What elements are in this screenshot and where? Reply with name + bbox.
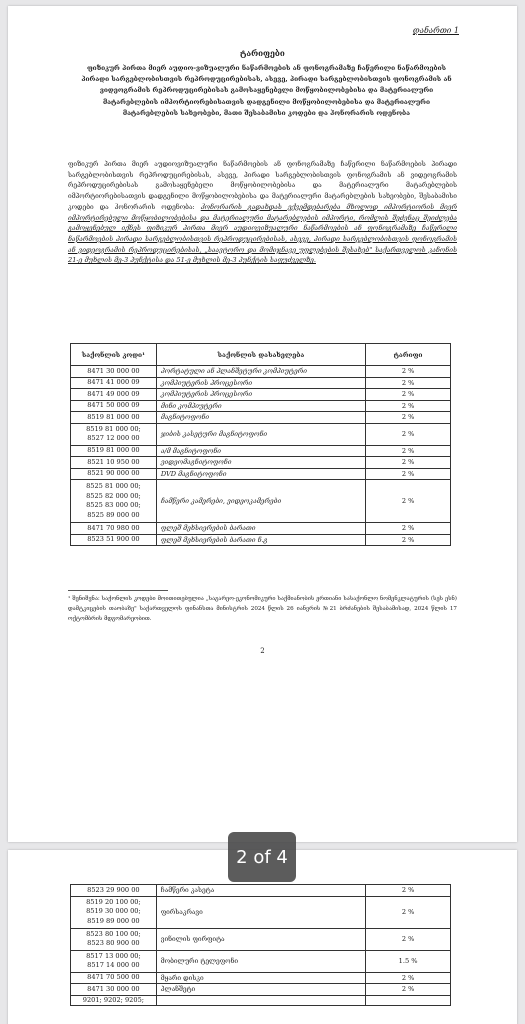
table-row [71,480,451,523]
cell-rate: 2 % [366,423,451,445]
cell-code: 8471 70 500 00 [71,972,157,984]
cell-rate: 2 % [366,445,451,457]
intro-paragraph [68,159,457,266]
cell-code: 8471 49 000 09 [71,389,157,401]
cell-code: 8471 30 000 00 [71,984,157,996]
cell-code: 8519 20 100 00; 8519 30 000 00; 8519 89 000 00 [71,896,157,928]
table-row-partial [71,995,451,1006]
cell-desc: ფლეშ მეხსიერების ბარათი ნ.გ [156,534,365,546]
cell-rate: 2 % [366,366,451,378]
intro-text: ფიზიკურ პირთა მიერ აუდიოვიზუალური ნაწარმოების ან ფონოგრამაზე ჩაწერილი ნაწარმოების პირადი სარგებლობისთვის რეპროდუცირებისას, ასევე, პირადი სარგებლობისთვის ფონოგრამის ან ვიდეოგრამის რეპროდუცირებისას გამოსაყენებელი მოწყობილობებისა და მატერიალური მატარებლების იმპორტიორებისათვის დადგენილი მოწყობილობებისა და მატერიალური მატარებლების სახეობები, შესაბამისი კოდები და ჰონორარის ოდენობა: [68,160,457,211]
cell-desc: ჩამწერი კასეტა [156,885,365,897]
cell-code: 8523 29 900 00 [71,885,157,897]
table-row [71,468,451,480]
footnote-divider [68,590,168,591]
cell-desc [156,995,365,1006]
cell-desc: ა/მ მაგნიტოფონი [156,445,365,457]
cell-desc: ვინილის ფირფიტა [156,928,365,950]
table-row [71,896,451,928]
table-row [71,412,451,424]
cell-desc: მინი კომპიუტერი [156,400,365,412]
cell-rate: 2 % [366,972,451,984]
intro-italic-text: ჰონორარის გადახდას ექვემდებარება მხოლოდ იმპორტიორის მიერ იმპორტირებული მოწყობილობებისა და მატერიალური მატარებლების იმპორტი, რომლის შეძენაც შეიძლება გამოყენებულ იქნეს ფიზიკურ პირთა მიერ აუდიოვიზუალური ნაწარმოების ან ფონოგრამაზე ჩაწერილი ნაწარმოების პირადი სარგებლობისთვის რეპროდუცირებისას, ასევე, პირადი სარგებლობისთვის ფონოგრამის ან ვიდეოგრამის რეპროდუცირებისას, „საავტორო და მომიჯნავე უფლებების შესახებ" საქართველოს კანონის 21-ე მუხლის მე-3 პუნქტისა და 51-ე მუხლის მე-3 პუნქტის საფუძველზე. [68,202,457,265]
cell-desc: DVD მაგნიტოფონი [156,468,365,480]
page-number: 2 [260,647,265,655]
table-row [71,928,451,950]
document-page-1 [8,6,517,842]
cell-code: 8519 81 000 00 [71,445,157,457]
cell-code: 8521 10 950 00 [71,457,157,469]
cell-rate: 2 % [366,984,451,996]
tariff-table-continued [70,884,451,1006]
tariff-table-body [71,366,451,546]
cell-desc: კომპიუტერის პროცესორი [156,377,365,389]
table-row [71,423,451,445]
cell-code: 8471 70 980 00 [71,523,157,535]
cell-rate: 2 % [366,885,451,897]
cell-code: 8471 50 000 09 [71,400,157,412]
header-tariff: ტარიფი [366,344,451,366]
table-row [71,534,451,546]
cell-rate: 2 % [366,928,451,950]
table-row [71,366,451,378]
header-description: საქონლის დასახელება [156,344,365,366]
cell-code: 8471 30 000 00 [71,366,157,378]
cell-rate: 2 % [366,523,451,535]
header-code: საქონლის კოდი¹ [71,344,157,366]
page-title: ტარიფები [240,48,285,58]
tariff-table-continued-body [71,885,451,1006]
cell-rate: 2 % [366,480,451,523]
cell-code: 8525 81 000 00; 8525 82 000 00; 8525 83 000 00; 8525 89 000 00 [71,480,157,523]
annex-label: დანართი 1 [412,26,459,35]
cell-rate: 2 % [366,896,451,928]
table-row [71,984,451,996]
cell-code: 8519 81 000 00; 8527 12 000 00 [71,423,157,445]
cell-code: 8521 90 000 00 [71,468,157,480]
table-row [71,377,451,389]
cell-code: 8517 13 000 00; 8517 14 000 00 [71,950,157,972]
cell-rate [366,995,451,1006]
table-row [71,457,451,469]
page-indicator: 2 of 4 [228,832,296,882]
cell-desc: კომპიუტერის პროცესორი [156,389,365,401]
cell-desc: ვიდეომაგნიტოფონი [156,457,365,469]
cell-rate: 2 % [366,400,451,412]
table-row [71,400,451,412]
tariff-table [70,343,451,546]
table-row [71,972,451,984]
table-row [71,389,451,401]
document-heading: ფიზიკურ პირთა მიერ აუდიო-ვიზუალური ნაწარმოების ან ფონოგრამაზე ჩაწერილი ნაწარმოების პირადი სარგებლობისთვის რეპროდუცირებისას, ასევე, პირადი სარგებლობისთვის ფონოგრამის ან ვიდეოგრამის რეპროდუცირებისას გამოსაყენებელი მოწყობილობებისა და მატერიალური მატარებლების იმპორტიორებისათვის დადგენილი მოწყობილობებისა და მატერიალური მატარებლების სახეობები, მათი შესაბამისი კოდები და ჰონორარის ოდენობა [81,64,452,117]
cell-rate: 2 % [366,457,451,469]
cell-code: 8471 41 000 09 [71,377,157,389]
cell-rate: 2 % [366,412,451,424]
cell-desc: პორტატული ან პლანშეტური კომპიუტერი [156,366,365,378]
table-row [71,950,451,972]
table-row [71,445,451,457]
cell-rate: 1.5 % [366,950,451,972]
cell-desc: ფირსაკრავი [156,896,365,928]
table-header-row [71,344,451,366]
table-row [71,885,451,897]
cell-desc: მობილური ტელეფონი [156,950,365,972]
cell-rate: 2 % [366,468,451,480]
cell-desc: მაგნიტოფონი [156,412,365,424]
cell-rate: 2 % [366,389,451,401]
cell-rate: 2 % [366,534,451,546]
cell-desc: პლანშეტი [156,984,365,996]
cell-code: 8523 80 100 00; 8523 80 900 00 [71,928,157,950]
cell-code: 9201; 9202; 9205; [71,995,157,1006]
cell-desc: ფლეშ მეხსიერების ბარათი [156,523,365,535]
footnote: ¹ შენიშვნა: საქონლის კოდები მოითითებულია „საგარეო-ეკონომიკური საქმიანობის ერთიანი სასაქონლო ნომენკლატურის (სეს ესნ) დამტკიცების თაობაზე" საქართველოს ფინანსთა მინისტრის 2024 წლის 26 იანვრის №21 ბრძანების შესაბამისად, 2024 წლის 17 ოქტომბრის მდგომარეობით. [68,596,457,622]
cell-code: 8519 81 000 00 [71,412,157,424]
cell-desc: მყარი დისკი [156,972,365,984]
table-row [71,523,451,535]
cell-desc: ჯიბის კასეტური მაგნიტოფონი [156,423,365,445]
cell-desc: ჩამწერი კამერები, ვიდეოკამერები [156,480,365,523]
cell-rate: 2 % [366,377,451,389]
cell-code: 8523 51 900 00 [71,534,157,546]
